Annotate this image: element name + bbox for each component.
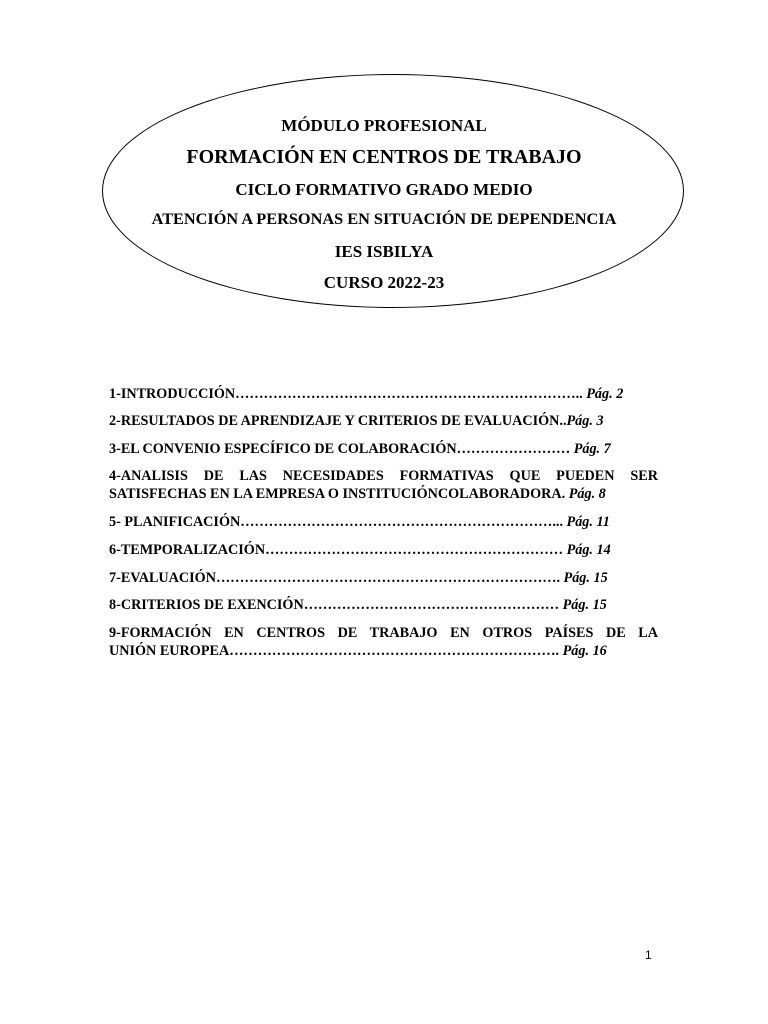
toc-item-dots: ………………………………………………………………. [215, 570, 564, 586]
toc-item-planificacion[interactable] [109, 513, 658, 531]
toc-item-convenio[interactable] [109, 440, 658, 458]
toc-item-title-line2: UNIÓN EUROPEA [109, 643, 230, 659]
toc-item-analisis[interactable] [109, 467, 658, 485]
toc-item-title: 5- PLANIFICACIÓN [109, 514, 241, 530]
toc-item-page: Pág. 7 [573, 441, 611, 457]
toc-item-analisis-cont[interactable] [109, 485, 658, 503]
toc-item-page: Pág. 15 [563, 570, 608, 586]
toc-item-title: 6-TEMPORALIZACIÓN [109, 542, 266, 558]
module-title: FORMACIÓN EN CENTROS DE TRABAJO [186, 146, 582, 168]
toc-item-page: Pág. 16 [562, 643, 607, 659]
toc-item-dots: ……………………………………………………………….. [235, 386, 587, 402]
toc-item-title: 2-RESULTADOS DE APRENDIZAJE Y CRITERIOS DE EVALUACIÓN.. [109, 413, 567, 429]
toc-item-title-line2: SATISFECHAS EN LA EMPRESA O INSTITUCIÓNCOLABORADORA. [109, 486, 566, 502]
toc-item-title: 1-INTRODUCCIÓN [109, 386, 236, 402]
toc-item-title: 7-EVALUACIÓN [109, 570, 216, 586]
toc-item-page: Pág. 2 [586, 386, 624, 402]
toc-item-dots: ……………………………………………… [303, 597, 563, 613]
toc-item-formacion-ue-cont[interactable] [109, 642, 658, 660]
toc-item-dots: ……………………………………………………… [265, 542, 567, 558]
toc-item-exencion[interactable] [109, 596, 658, 614]
toc-item-page: Pág. 3 [566, 413, 604, 429]
toc-item-page: Pág. 15 [562, 597, 607, 613]
toc-item-introduccion[interactable] [109, 385, 658, 403]
module-label: MÓDULO PROFESIONAL [281, 116, 487, 135]
toc-item-page: Pág. 11 [566, 514, 610, 530]
toc-item-title-line1: 9-FORMACIÓN EN CENTROS DE TRABAJO EN OTROS PAÍSES DE LA [109, 625, 658, 641]
toc-item-dots: …………………… [456, 441, 574, 457]
cycle-label: CICLO FORMATIVO GRADO MEDIO [235, 180, 533, 199]
course-year: CURSO 2022-23 [323, 273, 445, 292]
toc-item-title: 8-CRITERIOS DE EXENCIÓN [109, 597, 304, 613]
toc-item-temporalizacion[interactable] [109, 541, 658, 559]
cycle-title: ATENCIÓN A PERSONAS EN SITUACIÓN DE DEPENDENCIA [151, 209, 617, 228]
toc-item-dots: …………………………………………………………... [240, 514, 567, 530]
toc-item-formacion-ue[interactable] [109, 624, 658, 642]
toc-item-evaluacion[interactable] [109, 569, 658, 587]
toc-item-dots: ……………………………………………………………. [229, 643, 563, 659]
toc-item-page: Pág. 8 [568, 486, 606, 502]
toc-item-title: 3-EL CONVENIO ESPECÍFICO DE COLABORACIÓN [109, 441, 457, 457]
toc-item-title-line1: 4-ANALISIS DE LAS NECESIDADES FORMATIVAS QUE PUEDEN SER [109, 468, 658, 484]
school-name: IES ISBILYA [334, 242, 434, 261]
toc-item-resultados[interactable] [109, 412, 658, 430]
page-number: 1 [645, 948, 652, 962]
toc-item-page: Pág. 14 [566, 542, 611, 558]
